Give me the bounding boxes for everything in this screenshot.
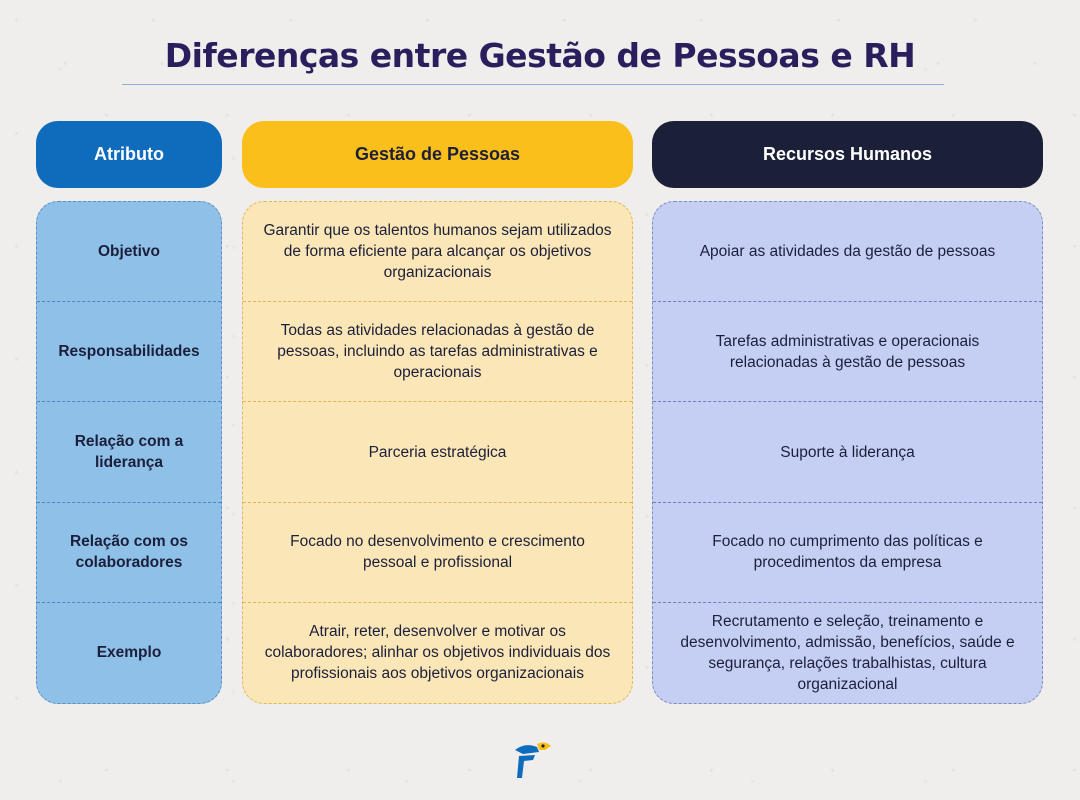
table-cell-people-management: Garantir que os talentos humanos sejam utilizados de forma eficiente para alcançar os objetivos organizacionais [243,202,632,302]
table-cell-people-management: Parceria estratégica [243,402,632,502]
header-human-resources: Recursos Humanos [652,121,1043,188]
table-cell-attribute: Relação com os colaboradores [37,503,221,603]
table-cell-people-management: Focado no desenvolvimento e crescimento pessoal e profissional [243,503,632,603]
human-resources-column [652,201,1043,704]
table-cell-human-resources: Tarefas administrativas e operacionais relacionadas à gestão de pessoas [653,302,1042,402]
table-cell-people-management: Atrair, reter, desenvolver e motivar os colaboradores; alinhar os objetivos individuais dos profissionais aos objetivos organizacionais [264,623,611,683]
table-cell-attribute: Exemplo [96,644,162,662]
bird-logo-icon [511,738,555,782]
table-cell-people-management: Todas as atividades relacionadas à gestão de pessoas, incluindo as tarefas administrativas e operacionais [243,302,632,402]
table-cell-attribute: Relação com a liderança [37,402,221,502]
header-attribute: Atributo [36,121,222,188]
table-cell-human-resources: Apoiar as atividades da gestão de pessoas [653,202,1042,302]
table-cell-attribute: Responsabilidades [37,302,221,402]
title-divider [122,84,944,85]
table-cell-human-resources: Suporte à liderança [653,402,1042,502]
page-title: Diferenças entre Gestão de Pessoas e RH [164,36,916,75]
table-cell-human-resources: Recrutamento e seleção, treinamento e desenvolvimento, admissão, benefícios, saúde e segurança, relações trabalhistas, cultura organizacional [680,612,1015,693]
table-cell-attribute: Objetivo [37,202,221,302]
table-cell-human-resources: Focado no cumprimento das políticas e procedimentos da empresa [653,503,1042,603]
people-management-column [242,201,633,704]
header-people-management: Gestão de Pessoas [242,121,633,188]
attribute-column [36,201,222,704]
